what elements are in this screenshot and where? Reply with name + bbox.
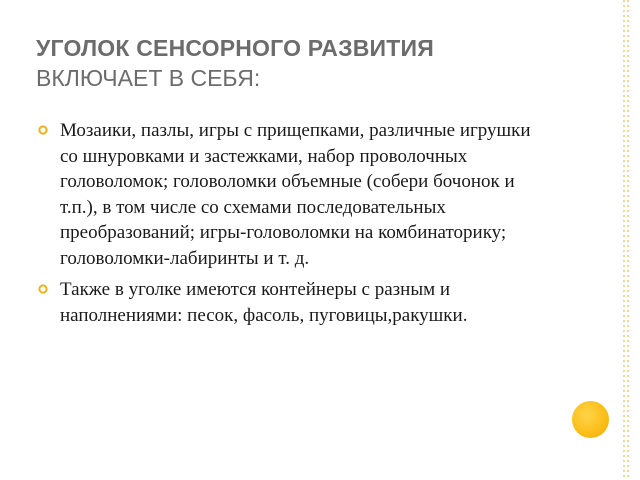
bullet-text: Также в уголке имеются контейнеры с разным и наполнениями: песок, фасоль, пуговицы,ракушки. (60, 279, 468, 326)
dotted-border-line (622, 0, 630, 480)
title-line-2: ВКЛЮЧАЕТ В СЕБЯ: (36, 65, 261, 91)
bullet-text: Мозаики, пазлы, игры с прищепками, различные игрушки со шнуровками и застежками, набор проволочных головоломок; головоломки объемные (собери бочонок и т.п.), в том числе со схемами последовательных преобразований; игры-головоломки на комбинаторику; головоломки-лабиринты и т. д. (60, 120, 531, 269)
bullet-list (38, 118, 538, 334)
title-line-1: УГОЛОК СЕНСОРНОГО РАЗВИТИЯ (36, 35, 434, 61)
dotted-line-graphic (622, 0, 630, 480)
bullet-item (38, 118, 538, 271)
ring-bullet-icon (38, 284, 48, 294)
ring-bullet-icon (38, 125, 48, 135)
slide-title (36, 33, 576, 93)
bullet-item (38, 277, 538, 328)
orange-circle-icon (572, 401, 609, 438)
